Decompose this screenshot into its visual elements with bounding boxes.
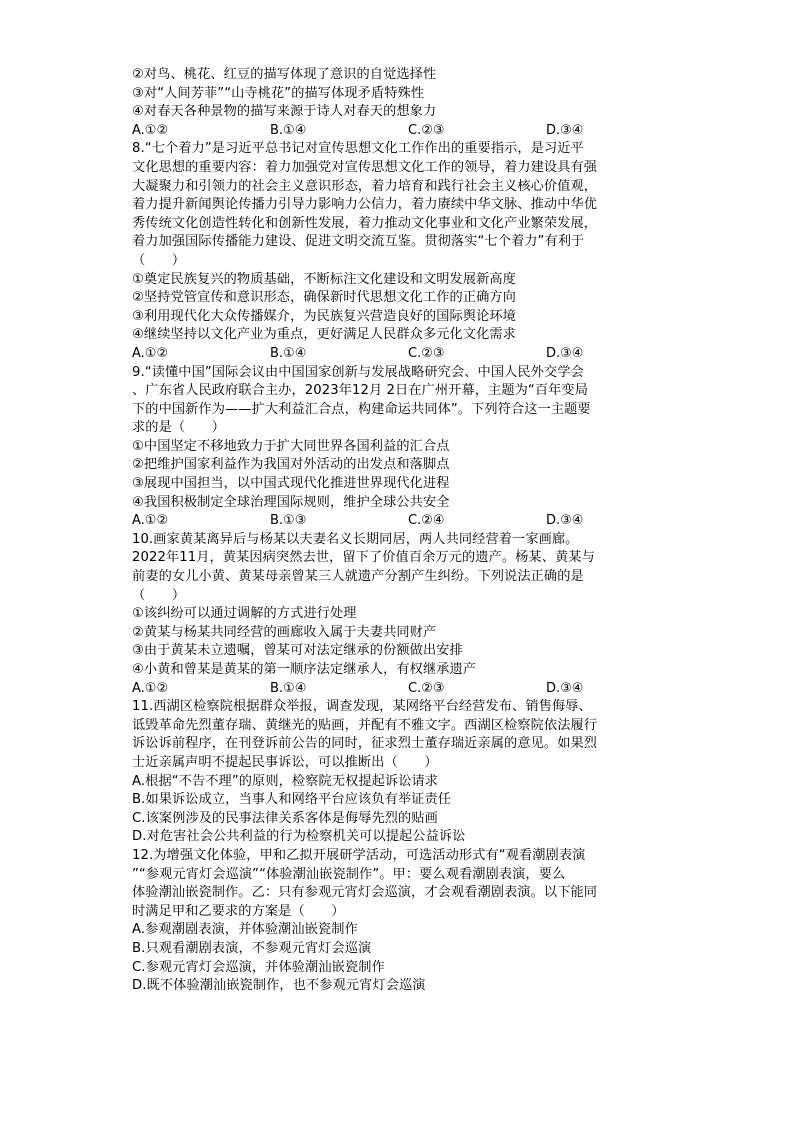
choice-d: D.对危害社会公共利益的行为检察机关可以提起公益诉讼 (132, 829, 466, 845)
answer-options (132, 512, 672, 531)
option-c: C.②③ (408, 122, 445, 138)
option-c: C.②③ (408, 680, 445, 696)
statement: ③利用现代化大众传播媒介，为民族复兴营造良好的国际舆论环境 (132, 308, 516, 324)
option-d: D.③④ (546, 680, 584, 696)
question-stem: 着力提升新闻舆论传播力引导力影响力公信力，着力赓续中华文脉、推动中华优 (132, 197, 598, 213)
option-a: A.①② (132, 680, 169, 696)
exam-page (132, 66, 672, 996)
statement: ④继续坚持以文化产业为重点，更好满足人民群众多元化文化需求 (132, 327, 516, 343)
choice-b: B.如果诉讼成立，当事人和网络平台应该负有举证责任 (132, 792, 452, 808)
question-stem: 着力加强国际传播能力建设、促进文明交流互鉴。贯彻落实“七个着力”有利于 (132, 234, 585, 250)
option-a: A.①② (132, 345, 169, 361)
choice-d: D.既不体验潮汕嵌瓷制作，也不参观元宵灯会巡演 (132, 978, 426, 994)
option-b: B.①④ (270, 680, 307, 696)
statement: ④小黄和曾某是黄某的第一顺序法定继承人，有权继承遗产 (132, 662, 477, 677)
statement: ④对春天各种景物的描写来源于诗人对春天的想象力 (132, 104, 437, 120)
statement: ②把维护国家利益作为我国对外活动的出发点和落脚点 (132, 457, 450, 473)
question-stem: 求的是（ ） (132, 420, 226, 436)
option-b: B.①④ (270, 345, 307, 361)
question-stem: 8.“七个着力”是习近平总书记对宣传思想文化工作作出的重要指示，是习近平 (132, 141, 584, 157)
question-stem: 12.为增强文化体验，甲和乙拟开展研学活动，可选活动形式有“观看潮剧表演 (132, 847, 586, 863)
statement: ③展现中国担当，以中国式现代化推进世界现代化进程 (132, 476, 450, 492)
option-b: B.①④ (270, 122, 307, 138)
question-8 (132, 140, 672, 363)
question-stem: 10.画家黄某离异后与杨某以夫妻名义长期同居，两人共同经营着一家画廊。 (132, 531, 579, 547)
statement: ③由于黄某未立遗嘱，曾某可对法定继承的份额做出安排 (132, 643, 463, 659)
question-12 (132, 847, 672, 996)
question-stem: 2022年11月，黄某因病突然去世，留下了价值百余万元的遗产。杨某、黄某与 (132, 550, 595, 566)
question-stem: 士近亲属声明不提起民事诉讼，可以推断出（ ） (132, 754, 438, 770)
question-stem: 文化思想的重要内容：着力加强党对宣传思想文化工作的领导，着力建设具有强 (132, 159, 598, 175)
choice-a: A.根据“不告不理”的原则，检察院无权提起诉讼请求 (132, 773, 439, 789)
statement: ②黄某与杨某共同经营的画廊收入属于夫妻共同财产 (132, 624, 437, 640)
statement: ①该纠纷可以通过调解的方式进行处理 (132, 606, 357, 622)
question-stem: 前妻的女儿小黄、黄某母亲曾某三人就遗产分割产生纠纷。下列说法正确的是 (132, 569, 584, 585)
answer-options (132, 680, 672, 699)
answer-blank: （ ） (132, 252, 186, 268)
statement: ③对“人间芳菲”“山寺桃花”的描写体现矛盾特殊性 (132, 85, 425, 101)
choice-a: A.参观潮剧表演，并体验潮汕嵌瓷制作 (132, 922, 358, 938)
question-stem: 11.西湖区检察院根据群众举报，调查发现，某网络平台经营发布、销售侮辱、 (132, 699, 592, 715)
statement: ②坚持党管宣传和意识形态，确保新时代思想文化工作的正确方向 (132, 290, 516, 306)
option-d: D.③④ (546, 122, 584, 138)
option-c: C.②③ (408, 345, 445, 361)
question-stem: 大凝聚力和引领力的社会主义意识形态，着力培育和践行社会主义核心价值观， (132, 178, 598, 194)
question-stem: 9.“读懂中国”国际会议由中国国家创新与发展战略研究会、中国人民外交学会 (132, 364, 584, 380)
question-stem: 诋毁革命先烈董存瑞、黄继光的贴画，并配有不雅文字。西湖区检察院依法履行 (132, 717, 598, 733)
choice-c: C.参观元宵灯会巡演，并体验潮汕嵌瓷制作 (132, 959, 385, 975)
option-b: B.①③ (270, 513, 307, 529)
question-stem: 、广东省人民政府联合主办，2023年12月 2日在广州开幕，主题为“百年变局 (132, 383, 588, 399)
answer-options (132, 345, 672, 364)
question-stem: 体验潮汕嵌瓷制作。乙：只有参观元宵灯会巡演，才会观看潮剧表演。以下能同 (132, 885, 598, 901)
answer-blank: （ ） (132, 587, 186, 603)
question-stem: 诉讼诉前程序，在刊登诉前公告的同时，征求烈士董存瑞近亲属的意见。如果烈 (132, 736, 598, 752)
question-stem: 下的中国新作为——扩大利益汇合点，构建命运共同体”。下列符合这一主题要 (132, 401, 591, 417)
question-10 (132, 531, 672, 698)
question-stem: 时满足甲和乙要求的方案是（ ） (132, 903, 345, 919)
option-d: D.③④ (546, 345, 584, 361)
answer-options (132, 122, 672, 141)
choice-b: B.只观看潮剧表演，不参观元宵灯会巡演 (132, 940, 372, 956)
question-stem: ”“参观元宵灯会巡演”“体验潮汕嵌瓷制作”。甲：要么观看潮剧表演，要么 (132, 866, 566, 882)
option-a: A.①② (132, 513, 169, 529)
option-c: C.②④ (408, 513, 445, 529)
question-7 (132, 66, 672, 140)
statement: ②对鸟、桃花、红豆的描写体现了意识的自觉选择性 (132, 67, 437, 82)
statement: ④我国积极制定全球治理国际规则，维护全球公共安全 (132, 494, 450, 510)
statement: ①中国坚定不移地致力于扩大同世界各国利益的汇合点 (132, 438, 450, 454)
option-a: A.①② (132, 122, 169, 138)
option-d: D.③④ (546, 513, 584, 529)
question-11 (132, 698, 672, 847)
question-9 (132, 364, 672, 531)
question-stem: 秀传统文化创造性转化和创新性发展，着力推动文化事业和文化产业繁荣发展， (132, 215, 598, 231)
choice-c: C.该案例涉及的民事法律关系客体是侮辱先烈的贴画 (132, 810, 438, 826)
statement: ①奠定民族复兴的物质基础，不断标注文化建设和文明发展新高度 (132, 271, 516, 287)
